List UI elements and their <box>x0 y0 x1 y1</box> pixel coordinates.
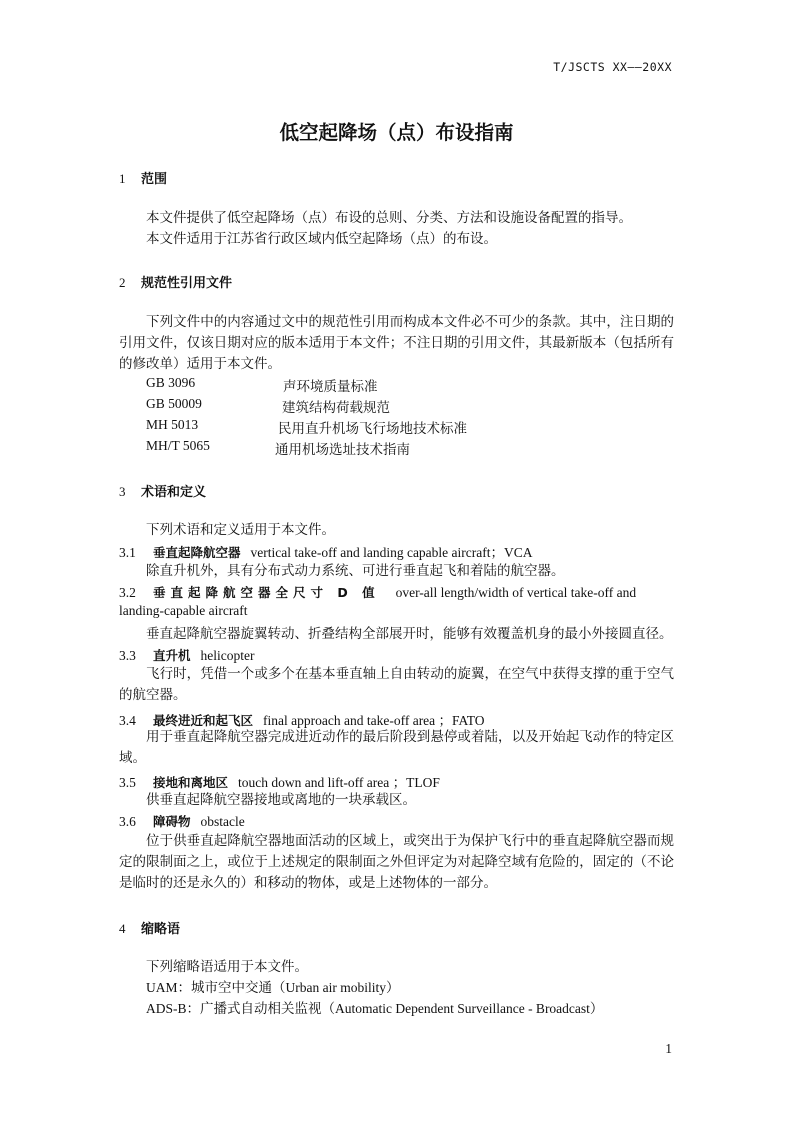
section-number: 2 <box>119 275 126 290</box>
section-title: 范围 <box>141 172 168 187</box>
paragraph: 下列缩略语适用于本文件。 <box>146 959 308 974</box>
reference-code: MH 5013 <box>146 417 199 432</box>
term-definition: 除直升机外，具有分布式动力系统、可进行垂直起飞和着陆的航空器。 <box>146 563 565 578</box>
term-entry: 3.3 直升机 helicopter <box>119 648 255 663</box>
section-title: 缩略语 <box>141 922 181 937</box>
section-number: 3 <box>119 484 126 499</box>
term-entry: 3.1 垂直起降航空器 vertical take-off and landing capable aircraft；VCA <box>119 545 533 560</box>
term-entry: 3.6 障碍物 obstacle <box>119 814 245 829</box>
section-4-heading <box>119 918 180 937</box>
section-3-heading <box>119 481 206 500</box>
reference-code: GB 3096 <box>146 375 196 390</box>
section-2-heading <box>119 272 232 291</box>
term-definition: 位于供垂直起降航空器地面活动的区域上，或突出于为保护飞行中的垂直起降航空器而规定的限制面之上，或位于上述规定的限制面之外但评定为对起降空域有危险的，固定的（不论是临时的还是永久的）和移动的物体，或是上述物体的一部分。 <box>119 833 674 890</box>
paragraph: 本文件适用于江苏省行政区域内低空起降场（点）的布设。 <box>146 231 497 246</box>
page-number: 1 <box>665 1041 672 1056</box>
reference-name: 声环境质量标准 <box>283 379 378 394</box>
section-number: 4 <box>119 921 126 936</box>
section-1-heading <box>119 168 167 187</box>
term-entry: 3.2 垂直起降航空器全尺寸 D 值 over-all length/width of vertical take-off and <box>119 585 637 600</box>
reference-name: 民用直升机场飞行场地技术标准 <box>278 421 467 436</box>
abbreviation-item: ADS-B：广播式自动相关监视（Automatic Dependent Surveillance - Broadcast） <box>146 1001 604 1016</box>
term-entry: 3.4 最终进近和起飞区 final approach and take-off area ；FATO <box>119 713 485 728</box>
reference-name: 建筑结构荷载规范 <box>282 400 390 415</box>
abbreviation-item: UAM：城市空中交通（Urban air mobility） <box>146 980 400 995</box>
section-number: 1 <box>119 171 126 186</box>
paragraph: 下列文件中的内容通过文中的规范性引用而构成本文件必不可少的条款。其中，注日期的引用文件，仅该日期对应的版本适用于本文件；不注日期的引用文件，其最新版本（包括所有的修改单）适用于本文件。 <box>119 314 674 371</box>
term-definition: 供垂直起降航空器接地或离地的一块承载区。 <box>146 792 416 807</box>
standard-number: T/JSCTS XX——20XX <box>553 60 672 74</box>
term-definition: 用于垂直起降航空器完成进近动作的最后阶段到悬停或着陆，以及开始起飞动作的特定区域。 <box>119 729 674 765</box>
paragraph: 下列术语和定义适用于本文件。 <box>146 522 335 537</box>
term-entry: 3.5 接地和离地区 touch down and lift-off area ；TLOF <box>119 775 440 790</box>
reference-code: GB 50009 <box>146 396 202 411</box>
section-title: 规范性引用文件 <box>141 276 233 291</box>
section-title: 术语和定义 <box>141 485 207 500</box>
term-definition: 垂直起降航空器旋翼转动、折叠结构全部展开时，能够有效覆盖机身的最小外接圆直径。 <box>146 626 673 641</box>
document-title: 低空起降场（点）布设指南 <box>279 121 514 144</box>
paragraph: 本文件提供了低空起降场（点）布设的总则、分类、方法和设施设备配置的指导。 <box>146 210 632 225</box>
term-definition: 飞行时，凭借一个或多个在基本垂直轴上自由转动的旋翼，在空气中获得支撑的重于空气的航空器。 <box>119 666 674 702</box>
reference-code: MH/T 5065 <box>146 438 210 453</box>
reference-name: 通用机场选址技术指南 <box>275 442 410 457</box>
term-entry-continued: landing-capable aircraft <box>119 603 248 618</box>
